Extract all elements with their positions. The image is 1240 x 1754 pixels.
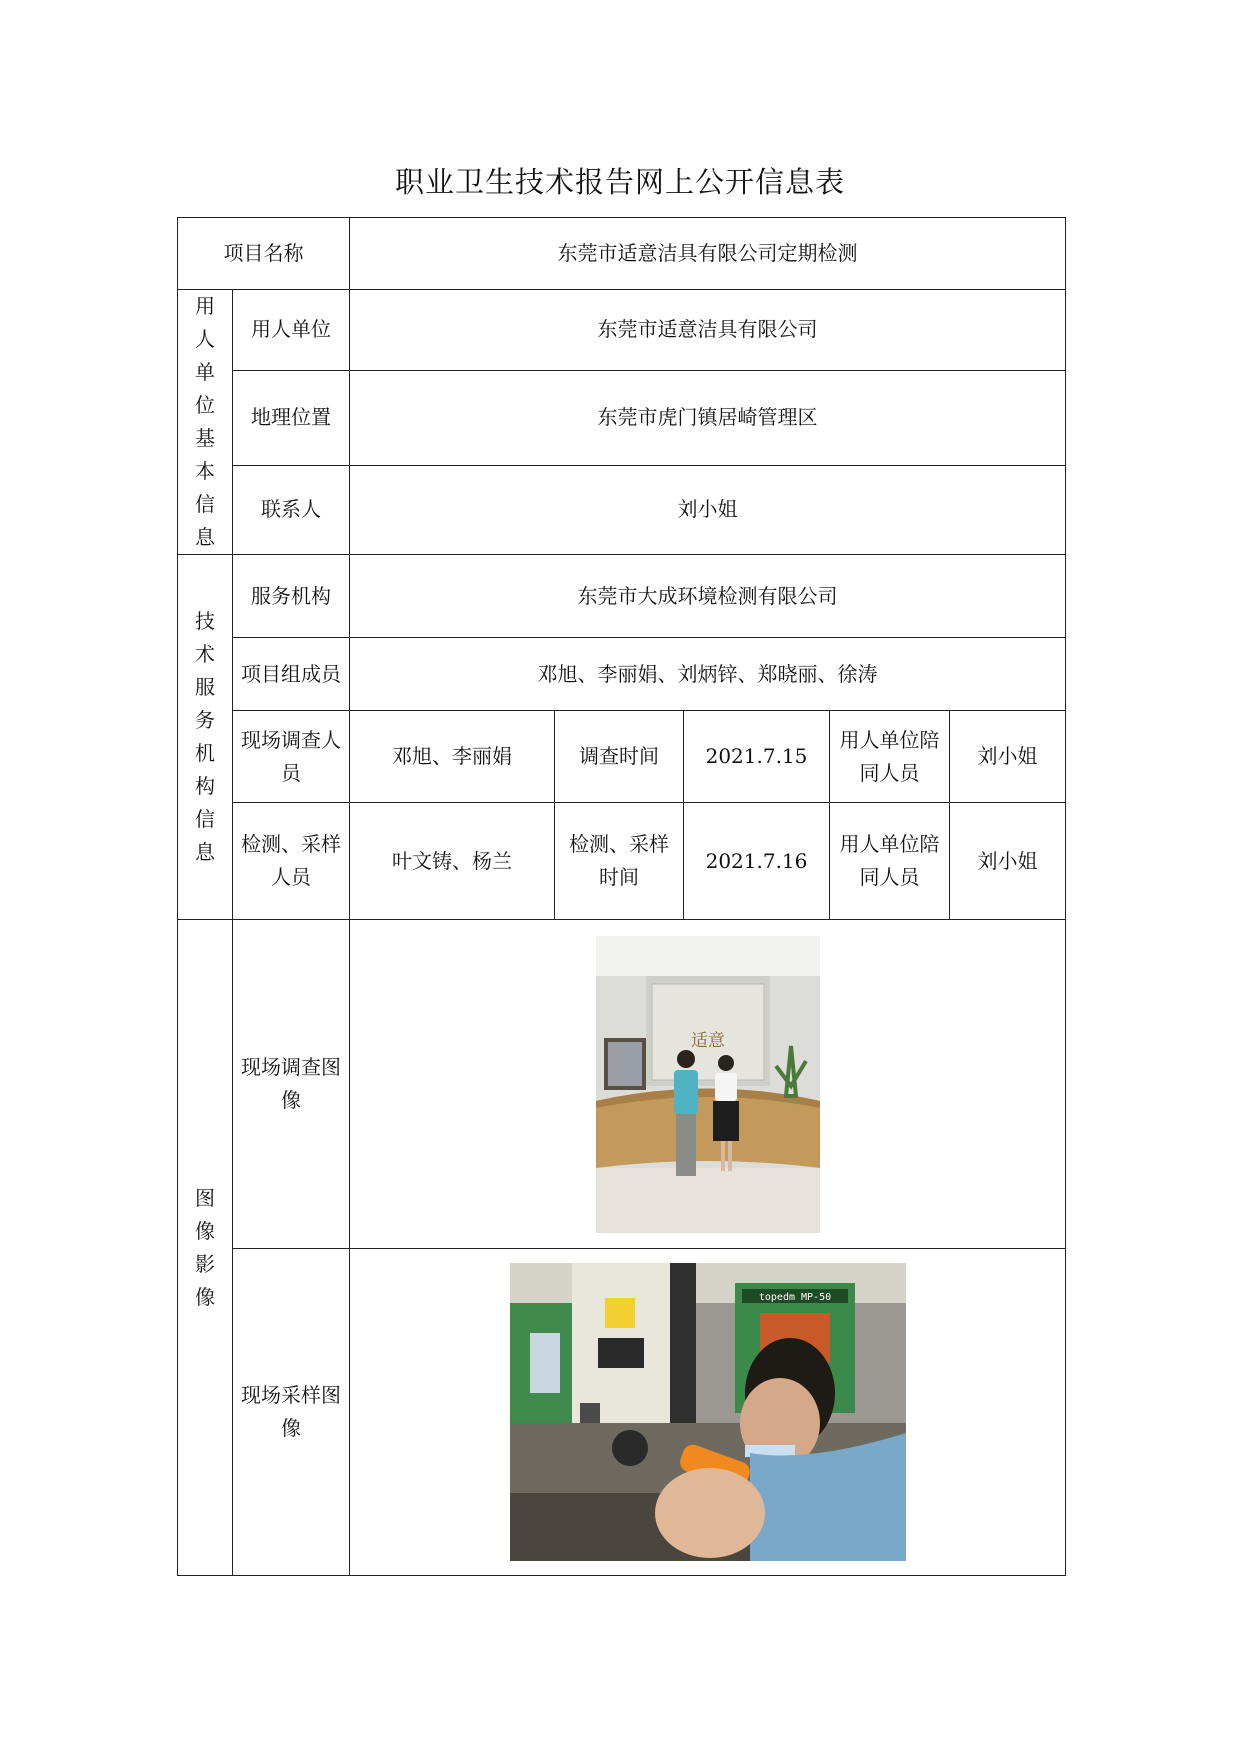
project-value: 东莞市适意洁具有限公司定期检测 [350,218,1066,290]
survey-time-label: 调查时间 [555,711,684,803]
row-survey [178,711,1066,803]
employer-unit-label: 用人单位 [233,290,350,371]
org-label: 服务机构 [233,555,350,638]
survey-staff-label: 现场调查人员 [233,711,350,803]
contact-label: 联系人 [233,465,350,554]
location-label: 地理位置 [233,370,350,465]
sampling-photo [510,1263,906,1561]
row-service-members [178,638,1066,711]
contact-value: 刘小姐 [350,465,1066,554]
sampling-time-label: 检测、采样时间 [555,803,684,920]
org-value: 东莞市大成环境检测有限公司 [350,555,1066,638]
sampling-staff-value: 叶文铸、杨兰 [350,803,555,920]
row-service-org [178,555,1066,638]
row-project [178,218,1066,290]
row-sampling-image [178,1249,1066,1576]
sampling-accompany-label: 用人单位陪同人员 [830,803,950,920]
images-section-label: 图像影像 [178,920,233,1576]
row-sampling [178,803,1066,920]
survey-photo [596,936,820,1233]
sampling-image-label: 现场采样图像 [233,1249,350,1576]
sampling-accompany-value: 刘小姐 [950,803,1066,920]
survey-accompany-value: 刘小姐 [950,711,1066,803]
survey-time-value: 2021.7.15 [684,711,830,803]
employer-section-label: 用人单位基本信息 [178,290,233,555]
service-section-label: 技术服务机构信息 [178,555,233,920]
sampling-staff-label: 检测、采样人员 [233,803,350,920]
info-table [177,217,1066,1576]
location-value: 东莞市虎门镇居崎管理区 [350,370,1066,465]
survey-photo-sign: 适意 [690,1030,725,1051]
survey-accompany-label: 用人单位陪同人员 [830,711,950,803]
members-value: 邓旭、李丽娟、刘炳锌、郑晓丽、徐涛 [350,638,1066,711]
employer-unit-value: 东莞市适意洁具有限公司 [350,290,1066,371]
sampling-photo-brand: topedm MP-50 [758,1292,831,1303]
sampling-time-value: 2021.7.16 [684,803,830,920]
members-label: 项目组成员 [233,638,350,711]
row-employer-unit [178,290,1066,371]
page-title: 职业卫生技术报告网上公开信息表 [394,165,845,199]
row-employer-contact [178,465,1066,554]
sampling-image-cell [350,1249,1066,1576]
row-employer-location [178,370,1066,465]
survey-staff-value: 邓旭、李丽娟 [350,711,555,803]
survey-image-cell [350,920,1066,1249]
project-label: 项目名称 [178,218,350,290]
row-survey-image [178,920,1066,1249]
survey-image-label: 现场调查图像 [233,920,350,1249]
